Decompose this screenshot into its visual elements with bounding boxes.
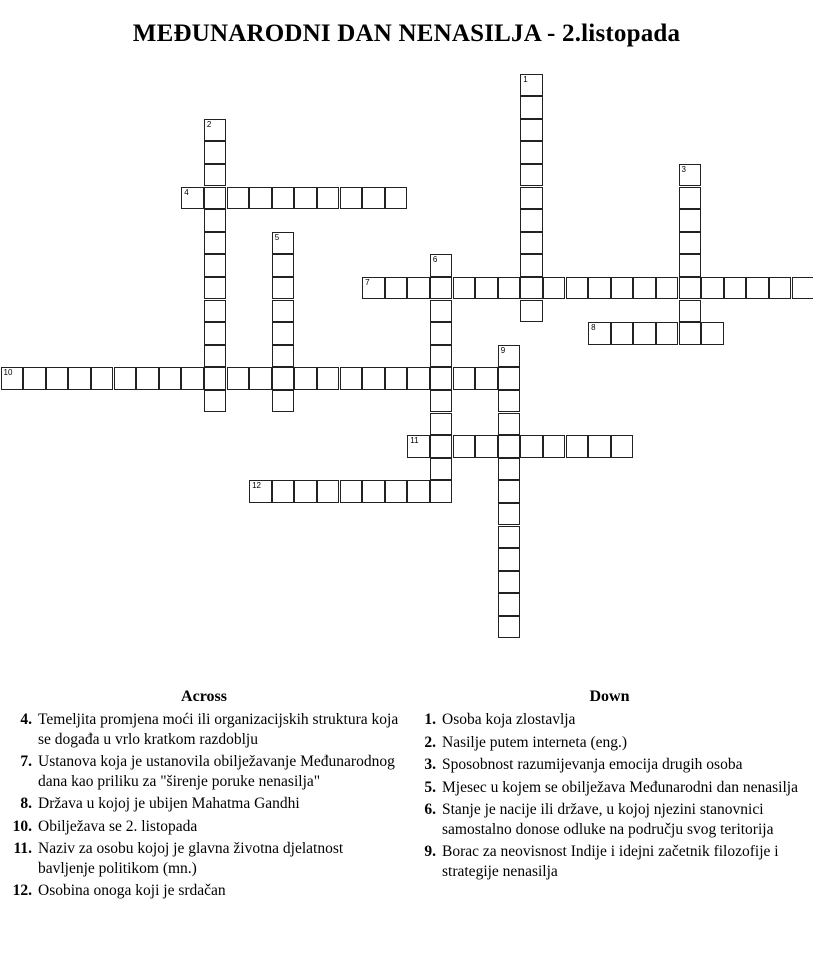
clue-num: 3. bbox=[424, 756, 436, 773]
grid-cell[interactable] bbox=[114, 367, 137, 390]
grid-cell[interactable] bbox=[272, 322, 295, 345]
grid-cell[interactable] bbox=[520, 74, 543, 97]
grid-cell[interactable] bbox=[159, 367, 182, 390]
grid-cell[interactable] bbox=[430, 458, 453, 481]
down-clue bbox=[412, 842, 807, 881]
grid-cell[interactable] bbox=[498, 367, 521, 390]
grid-cell[interactable] bbox=[272, 187, 295, 210]
clue-num: 1. bbox=[424, 711, 436, 728]
grid-cell[interactable] bbox=[498, 345, 521, 368]
grid-cell[interactable] bbox=[430, 277, 453, 300]
clue-text: Obilježava se 2. listopada bbox=[38, 817, 198, 835]
grid-cell[interactable] bbox=[498, 593, 521, 616]
grid-cell[interactable] bbox=[769, 277, 792, 300]
clue-text: Borac za neovisnost Indije i idejni začetnik filozofije i strategije nenasilja bbox=[442, 843, 779, 880]
clue-text: Nasilje putem interneta (eng.) bbox=[442, 733, 628, 751]
grid-cell[interactable] bbox=[498, 458, 521, 481]
grid-cell[interactable] bbox=[272, 254, 295, 277]
clue-num: 4. bbox=[20, 711, 32, 728]
grid-cell[interactable] bbox=[679, 322, 702, 345]
grid-cell[interactable] bbox=[181, 187, 204, 210]
grid-cell[interactable] bbox=[430, 300, 453, 323]
grid-cell[interactable] bbox=[498, 413, 521, 436]
down-heading: Down bbox=[589, 688, 630, 705]
clue-num: 9. bbox=[424, 843, 436, 860]
grid-cell[interactable] bbox=[520, 96, 543, 119]
clue-number: 8 bbox=[591, 323, 596, 333]
grid-cell[interactable] bbox=[520, 164, 543, 187]
grid-cell[interactable] bbox=[679, 232, 702, 255]
grid-cell[interactable] bbox=[385, 277, 408, 300]
grid-cell[interactable] bbox=[204, 390, 227, 413]
grid-cell[interactable] bbox=[430, 413, 453, 436]
grid-cell[interactable] bbox=[520, 209, 543, 232]
across-clues bbox=[8, 688, 400, 904]
grid-cell[interactable] bbox=[362, 277, 385, 300]
grid-cell[interactable] bbox=[724, 277, 747, 300]
grid-cell[interactable] bbox=[656, 322, 679, 345]
grid-cell[interactable] bbox=[249, 367, 272, 390]
down-clue bbox=[412, 710, 807, 730]
grid-cell[interactable] bbox=[453, 367, 476, 390]
grid-cell[interactable] bbox=[362, 480, 385, 503]
across-clue bbox=[8, 817, 400, 837]
grid-cell[interactable] bbox=[656, 277, 679, 300]
clue-text: Naziv za osobu kojoj je glavna životna djelatnost bavljenje politikom (mn.) bbox=[38, 840, 344, 877]
grid-cell[interactable] bbox=[430, 345, 453, 368]
clue-number: 10 bbox=[3, 368, 13, 378]
grid-cell[interactable] bbox=[294, 367, 317, 390]
grid-cell[interactable] bbox=[1, 367, 24, 390]
grid-cell[interactable] bbox=[475, 435, 498, 458]
grid-cell[interactable] bbox=[181, 367, 204, 390]
grid-cell[interactable] bbox=[520, 141, 543, 164]
clue-num: 2. bbox=[424, 733, 436, 751]
across-clue bbox=[8, 752, 400, 791]
clue-number: 2 bbox=[206, 119, 212, 129]
clue-number: 7 bbox=[365, 277, 370, 287]
clue-number: 3 bbox=[681, 164, 686, 174]
grid-cell[interactable] bbox=[46, 367, 69, 390]
clue-num: 10. bbox=[12, 817, 32, 835]
down-clue bbox=[412, 733, 807, 753]
grid-cell[interactable] bbox=[588, 322, 611, 345]
grid-cell[interactable] bbox=[679, 277, 702, 300]
grid-cell[interactable] bbox=[430, 435, 453, 458]
clue-text: Temeljita promjena moći ili organizacijskih struktura koja se događa u vrlo kratkom razdoblju bbox=[38, 711, 399, 748]
grid-cell[interactable] bbox=[498, 277, 521, 300]
grid-cell[interactable] bbox=[204, 232, 227, 255]
grid-cell[interactable] bbox=[633, 322, 656, 345]
across-heading: Across bbox=[181, 688, 227, 705]
grid-cell[interactable] bbox=[520, 300, 543, 323]
grid-cell[interactable] bbox=[249, 480, 272, 503]
across-clue bbox=[8, 839, 400, 878]
grid-cell[interactable] bbox=[430, 322, 453, 345]
grid-cell[interactable] bbox=[453, 435, 476, 458]
down-clue bbox=[412, 800, 807, 839]
grid-cell[interactable] bbox=[204, 164, 227, 187]
grid-cell[interactable] bbox=[272, 277, 295, 300]
clue-num: 12. bbox=[12, 882, 32, 899]
grid-cell[interactable] bbox=[520, 277, 543, 300]
clue-number: 5 bbox=[274, 232, 280, 242]
clue-number: 6 bbox=[432, 255, 438, 265]
grid-cell[interactable] bbox=[317, 480, 340, 503]
grid-cell[interactable] bbox=[430, 480, 453, 503]
grid-cell[interactable] bbox=[520, 232, 543, 255]
grid-cell[interactable] bbox=[498, 571, 521, 594]
grid-cell[interactable] bbox=[611, 277, 634, 300]
clue-num: 8. bbox=[20, 795, 32, 812]
clue-num: 6. bbox=[424, 801, 436, 818]
clue-text: Osobina onoga koji je srdačan bbox=[38, 882, 226, 899]
grid-cell[interactable] bbox=[633, 277, 656, 300]
grid-cell[interactable] bbox=[204, 187, 227, 210]
grid-cell[interactable] bbox=[204, 141, 227, 164]
clue-text: Stanje je nacije ili države, u kojoj njezini stanovnici samostalno donose odluke na području svog teritorija bbox=[442, 801, 774, 838]
grid-cell[interactable] bbox=[294, 480, 317, 503]
grid-cell[interactable] bbox=[679, 300, 702, 323]
grid-cell[interactable] bbox=[204, 300, 227, 323]
grid-cell[interactable] bbox=[520, 435, 543, 458]
grid-cell[interactable] bbox=[136, 367, 159, 390]
grid-cell[interactable] bbox=[746, 277, 769, 300]
grid-cell[interactable] bbox=[204, 345, 227, 368]
grid-cell[interactable] bbox=[498, 390, 521, 413]
grid-cell[interactable] bbox=[23, 367, 46, 390]
grid-cell[interactable] bbox=[272, 345, 295, 368]
grid-cell[interactable] bbox=[498, 548, 521, 571]
grid-cell[interactable] bbox=[407, 435, 430, 458]
clue-text: Ustanova koja je ustanovila obilježavanje Međunarodnog dana kao priliku za "širenje poruke nenasilja" bbox=[38, 753, 395, 790]
grid-cell[interactable] bbox=[407, 367, 430, 390]
clue-text: Mjesec u kojem se obilježava Međunarodni dan nenasilja bbox=[442, 778, 798, 796]
down-clues bbox=[412, 688, 807, 884]
grid-cell[interactable] bbox=[520, 187, 543, 210]
grid-cell[interactable] bbox=[792, 277, 813, 300]
grid-cell[interactable] bbox=[611, 435, 634, 458]
grid-cell[interactable] bbox=[249, 187, 272, 210]
clue-number: 11 bbox=[410, 436, 419, 446]
page-title: MEĐUNARODNI DAN NENASILJA - 2.listopada bbox=[132, 20, 681, 47]
grid-cell[interactable] bbox=[520, 254, 543, 277]
grid-cell[interactable] bbox=[407, 277, 430, 300]
clue-text: Sposobnost razumijevanja emocija drugih osoba bbox=[442, 756, 743, 773]
grid-cell[interactable] bbox=[453, 277, 476, 300]
across-clue bbox=[8, 881, 400, 901]
grid-cell[interactable] bbox=[385, 480, 408, 503]
grid-cell[interactable] bbox=[475, 367, 498, 390]
grid-cell[interactable] bbox=[588, 277, 611, 300]
grid-cell[interactable] bbox=[272, 367, 295, 390]
grid-cell[interactable] bbox=[272, 232, 295, 255]
grid-cell[interactable] bbox=[498, 435, 521, 458]
grid-cell[interactable] bbox=[679, 254, 702, 277]
grid-cell[interactable] bbox=[294, 187, 317, 210]
grid-cell[interactable] bbox=[204, 254, 227, 277]
grid-cell[interactable] bbox=[430, 390, 453, 413]
grid-cell[interactable] bbox=[204, 367, 227, 390]
clue-number: 4 bbox=[184, 187, 189, 197]
grid-cell[interactable] bbox=[588, 435, 611, 458]
clue-number: 9 bbox=[500, 345, 506, 355]
grid-cell[interactable] bbox=[317, 187, 340, 210]
grid-cell[interactable] bbox=[204, 277, 227, 300]
grid-cell[interactable] bbox=[340, 367, 363, 390]
clue-text: Država u kojoj je ubijen Mahatma Gandhi bbox=[38, 795, 300, 812]
grid-cell[interactable] bbox=[430, 254, 453, 277]
grid-cell[interactable] bbox=[91, 367, 114, 390]
grid-cell[interactable] bbox=[385, 367, 408, 390]
grid-cell[interactable] bbox=[498, 616, 521, 639]
grid-cell[interactable] bbox=[272, 390, 295, 413]
grid-cell[interactable] bbox=[701, 277, 724, 300]
clue-number: 12 bbox=[252, 481, 261, 491]
grid-cell[interactable] bbox=[362, 187, 385, 210]
down-clue bbox=[412, 755, 807, 775]
grid-cell[interactable] bbox=[430, 367, 453, 390]
grid-cell[interactable] bbox=[498, 503, 521, 526]
grid-cell[interactable] bbox=[385, 187, 408, 210]
clue-number: 1 bbox=[523, 74, 528, 84]
grid-cell[interactable] bbox=[340, 480, 363, 503]
grid-cell[interactable] bbox=[340, 187, 363, 210]
grid-cell[interactable] bbox=[68, 367, 91, 390]
grid-cell[interactable] bbox=[272, 480, 295, 503]
grid-cell[interactable] bbox=[611, 322, 634, 345]
grid-cell[interactable] bbox=[679, 187, 702, 210]
clue-num: 11. bbox=[13, 840, 32, 857]
grid-cell[interactable] bbox=[498, 480, 521, 503]
across-clue bbox=[8, 794, 400, 814]
clue-num: 5. bbox=[424, 778, 436, 796]
grid-cell[interactable] bbox=[679, 209, 702, 232]
grid-cell[interactable] bbox=[204, 209, 227, 232]
grid-cell[interactable] bbox=[543, 277, 566, 300]
down-clue bbox=[412, 778, 807, 798]
grid-cell[interactable] bbox=[227, 367, 250, 390]
grid-cell[interactable] bbox=[362, 367, 385, 390]
grid-cell[interactable] bbox=[475, 277, 498, 300]
clue-text: Osoba koja zlostavlja bbox=[442, 711, 576, 728]
grid-cell[interactable] bbox=[204, 322, 227, 345]
grid-cell[interactable] bbox=[520, 119, 543, 142]
grid-cell[interactable] bbox=[543, 435, 566, 458]
grid-cell[interactable] bbox=[566, 277, 589, 300]
grid-cell[interactable] bbox=[679, 164, 702, 187]
clue-num: 7. bbox=[20, 753, 32, 770]
grid-cell[interactable] bbox=[317, 367, 340, 390]
grid-cell[interactable] bbox=[407, 480, 430, 503]
grid-cell[interactable] bbox=[701, 322, 724, 345]
grid-cell[interactable] bbox=[227, 187, 250, 210]
grid-cell[interactable] bbox=[272, 300, 295, 323]
grid-cell[interactable] bbox=[566, 435, 589, 458]
across-clue bbox=[8, 710, 400, 749]
grid-cell[interactable] bbox=[204, 119, 227, 142]
grid-cell[interactable] bbox=[498, 526, 521, 549]
